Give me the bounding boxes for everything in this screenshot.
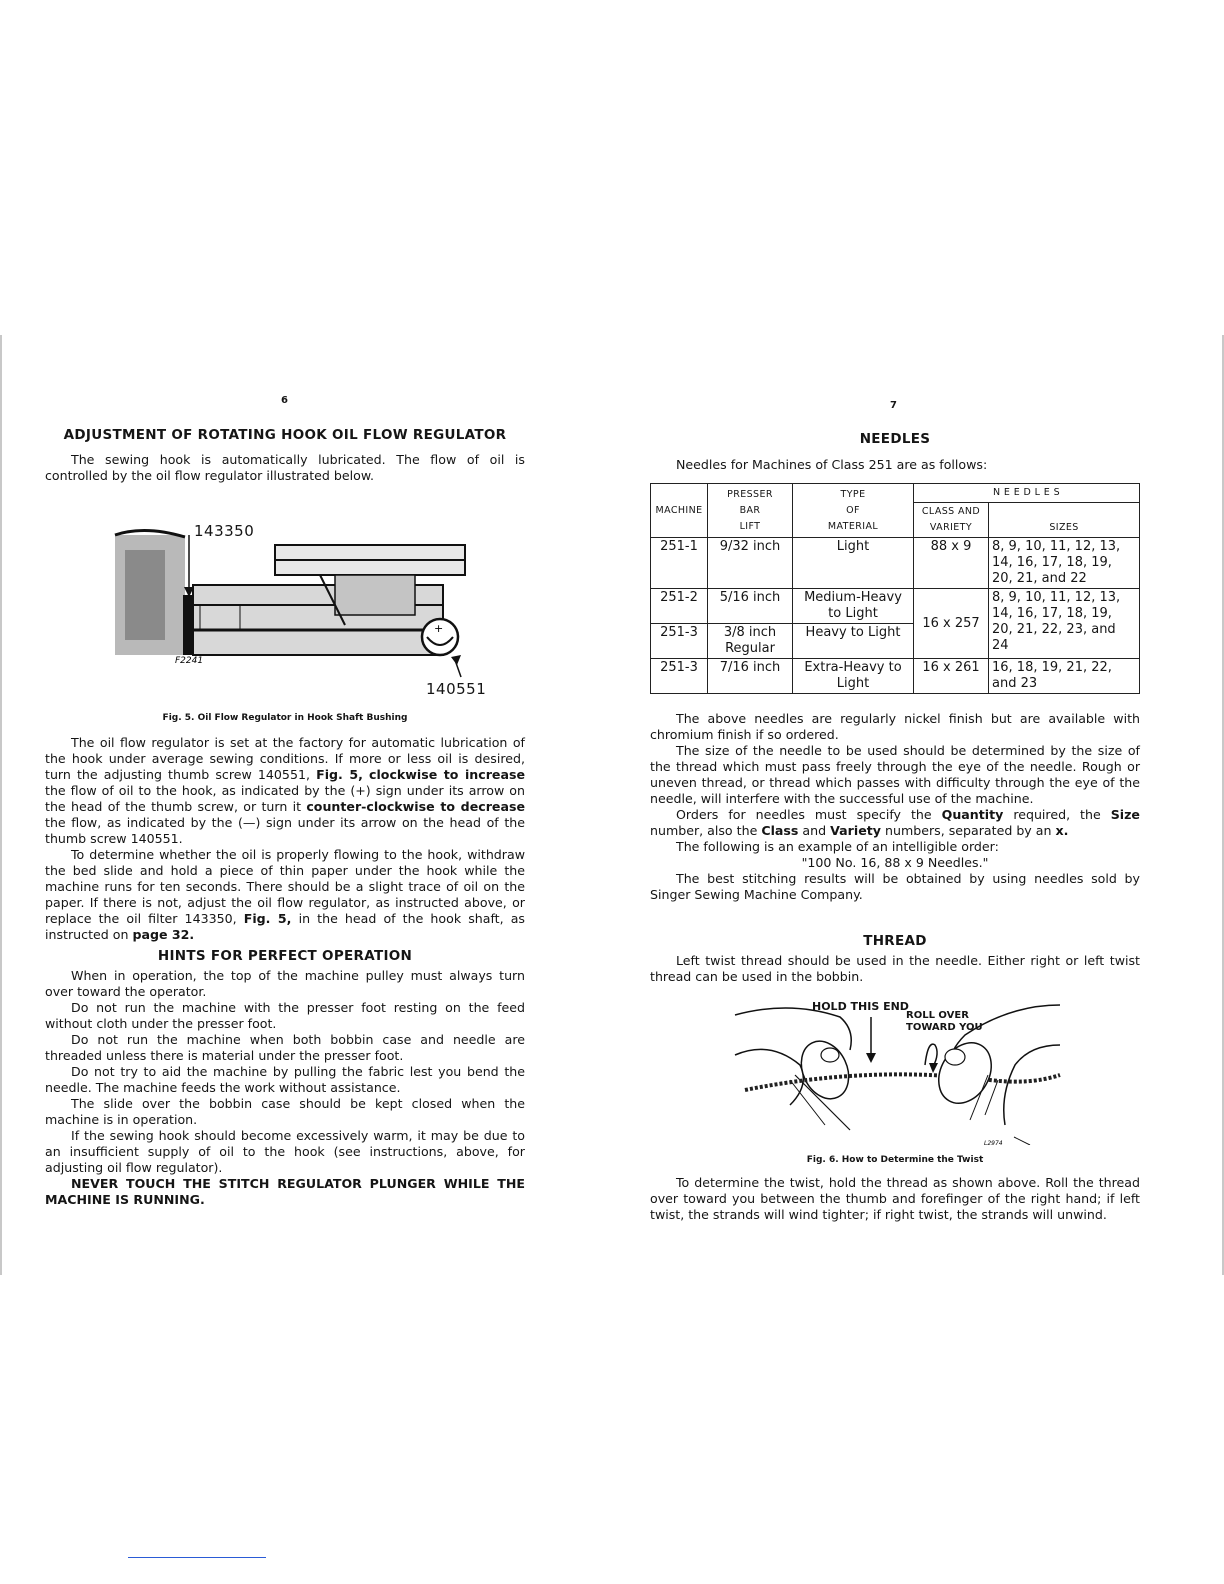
para3-text-1: Orders for needles must specify the (676, 807, 932, 822)
table-header-row (651, 484, 1140, 503)
cell-material: Medium-Heavy to Light (793, 589, 914, 624)
needles-paragraph-5: The best stitching results will be obtained by using needles sold by Singer Sewing Machine Company. (650, 871, 1140, 902)
table-row (651, 589, 1140, 624)
needles-paragraph-2: The size of the needle to be used should be determined by the size of the thread which must pass freely through the eye of the needle. Rough or uneven thread, or thread which passes with difficulty through the eye of the needle, will interfere with the successful use of the machine. (650, 743, 1140, 806)
figure-code: F2241 (175, 656, 204, 666)
figure-6-caption: Fig. 6. How to Determine the Twist (806, 1155, 984, 1165)
header-presser-bar-lift (708, 484, 793, 538)
oil-flow-paragraph-1 (45, 735, 525, 847)
header-type-of-material (793, 484, 914, 538)
table-row (651, 538, 1140, 589)
cell-lift: 7/16 inch (708, 659, 793, 694)
cell-class: 16 x 257 (914, 589, 989, 659)
intro-paragraph (45, 452, 525, 484)
header-class-line-1: CLASS AND (921, 506, 981, 517)
header-material-line-3: MATERIAL (827, 520, 879, 532)
warning-text: NEVER TOUCH THE STITCH REGULATOR PLUNGER WHILE THE MACHINE IS RUNNING. (45, 1176, 525, 1207)
header-lift-line-1: PRESSER (727, 488, 773, 500)
header-lift-line-3: LIFT (739, 520, 761, 532)
cell-class: 88 x 9 (914, 538, 989, 589)
cell-material: Heavy to Light (793, 624, 914, 659)
callout-143350: 143350 (194, 522, 255, 540)
para3-x: x. (1055, 823, 1069, 838)
para2-text-2: in the head of the hook shaft, as instructed on (45, 911, 525, 942)
order-example: "100 No. 16, 88 x 9 Needles." (801, 855, 989, 870)
page-number-right: 7 (890, 400, 897, 411)
figure-6-code: L2974 (984, 1140, 1003, 1145)
needles-intro (650, 457, 1140, 473)
table-row (651, 659, 1140, 694)
oil-flow-regulator-illustration (105, 515, 485, 705)
callout-140551: 140551 (426, 680, 487, 698)
para1-text-3: the flow, as indicated by the (—) sign under its arrow on the head of the thumb screw 140551. (45, 815, 525, 846)
label-roll-over-line-1: ROLL OVER (906, 1010, 969, 1021)
cell-machine: 251-1 (651, 538, 708, 589)
label-roll-over (906, 1010, 983, 1034)
header-material-line-1: TYPE (840, 488, 866, 500)
para3-text-5: numbers, separated by an (885, 823, 1052, 838)
bottom-link-underline (128, 1557, 266, 1558)
needles-paragraph-3 (650, 807, 1140, 839)
needles-paragraph-4: The following is an example of an intelligible order: (676, 839, 999, 854)
cell-machine: 251-3 (651, 659, 708, 694)
hint-item: If the sewing hook should become excessively warm, it may be due to an insufficient supply of oil to the hook (see instructions, above, for adjusting oil flow regulator). (45, 1128, 525, 1175)
para3-variety: Variety (830, 823, 881, 838)
header-material-line-2: OF (846, 504, 860, 516)
cell-lift: 9/32 inch (708, 538, 793, 589)
header-class-and-variety (914, 503, 989, 538)
cell-material: Light (793, 538, 914, 589)
para2-fig-ref: Fig. 5, (243, 911, 292, 926)
section-title-oil-flow: ADJUSTMENT OF ROTATING HOOK OIL FLOW REGULATOR (63, 427, 507, 443)
para3-size: Size (1110, 807, 1140, 822)
header-machine: MACHINE (651, 484, 708, 538)
plus-sign: + (434, 622, 444, 635)
hint-item: When in operation, the top of the machine pulley must always turn over toward the operator. (45, 968, 525, 999)
cell-sizes: 16, 18, 19, 21, 22, and 23 (989, 659, 1140, 694)
hint-item: Do not try to aid the machine by pulling the fabric lest you bend the needle. The machine feeds the work without assistance. (45, 1064, 525, 1095)
cell-lift: 3/8 inch Regular (708, 624, 793, 659)
para3-quantity: Quantity (941, 807, 1004, 822)
thread-title: THREAD (863, 933, 927, 949)
para1-text-2: the flow of oil to the hook, as indicated by the (+) sign under its arrow on the head of the thumb screw, or turn it (45, 783, 525, 814)
needles-paragraph-1: The above needles are regularly nickel finish but are available with chromium finish if so ordered. (650, 711, 1140, 742)
needles-intro-text: Needles for Machines of Class 251 are as follows: (676, 457, 988, 472)
hint-item: The slide over the bobbin case should be kept closed when the machine is in operation. (45, 1096, 525, 1127)
para2-page-ref: page 32. (132, 927, 195, 942)
para3-text-4: and (802, 823, 827, 838)
hints-list (45, 968, 525, 1208)
cell-machine: 251-3 (651, 624, 708, 659)
para1-fig-ref: Fig. 5, (316, 767, 363, 782)
thread-body (650, 953, 1140, 985)
thread-text: Left twist thread should be used in the needle. Either right or left twist thread can be used in the bobbin. (650, 953, 1140, 984)
needles-table (650, 483, 1140, 694)
left-edge-line (0, 335, 2, 1275)
oil-flow-paragraph-2 (45, 847, 525, 943)
para3-class: Class (761, 823, 799, 838)
label-hold-this-end: HOLD THIS END (812, 1000, 909, 1013)
para1-clockwise: clockwise to increase (369, 767, 525, 782)
page-number-left: 6 (281, 395, 288, 406)
cell-sizes: 8, 9, 10, 11, 12, 13, 14, 16, 17, 18, 19, 20, 21, 22, 23, and 24 (989, 589, 1140, 659)
label-roll-over-line-2: TOWARD YOU (906, 1022, 983, 1033)
para2-text-1: To determine whether the oil is properly flowing to the hook, withdraw the bed slide and hold a piece of thin paper under the hook while the machine runs for ten seconds. There should be a slight trace of oil on the paper. If there is not, adjust the oil flow regulator, as instructed above, or replace the oil filter 143350, (45, 847, 525, 926)
twist-body (650, 1175, 1140, 1223)
para1-counterclockwise: counter-clockwise to decrease (306, 799, 525, 814)
hints-title: HINTS FOR PERFECT OPERATION (157, 948, 413, 964)
oil-flow-body (45, 735, 525, 943)
para3-text-3: number, also the (650, 823, 758, 838)
header-sizes: SIZES (989, 503, 1140, 538)
cell-lift: 5/16 inch (708, 589, 793, 624)
figure-5-caption: Fig. 5. Oil Flow Regulator in Hook Shaft Bushing (162, 713, 408, 723)
cell-machine: 251-2 (651, 589, 708, 624)
cell-sizes: 8, 9, 10, 11, 12, 13, 14, 16, 17, 18, 19, 20, 21, and 22 (989, 538, 1140, 589)
para3-text-2: required, the (1013, 807, 1101, 822)
header-needles: N E E D L E S (914, 484, 1140, 503)
header-lift-line-2: BAR (739, 504, 761, 516)
twist-closing-text: To determine the twist, hold the thread as shown above. Roll the thread over toward you between the thumb and forefinger of the right hand; if left twist, the strands will wind tighter; if right twist, the strands will unwind. (650, 1175, 1140, 1222)
cell-class: 16 x 261 (914, 659, 989, 694)
hint-item: Do not run the machine with the presser foot resting on the feed without cloth under the presser foot. (45, 1000, 525, 1031)
header-class-line-2: VARIETY (929, 522, 973, 533)
intro-text: The sewing hook is automatically lubricated. The flow of oil is controlled by the oil flow regulator illustrated below. (45, 452, 525, 483)
para1-text-1: The oil flow regulator is set at the factory for automatic lubrication of the hook under average sewing conditions. If more or less oil is desired, turn the adjusting thumb screw 140551, (45, 735, 525, 782)
needles-title: NEEDLES (859, 431, 931, 447)
cell-material: Extra-Heavy to Light (793, 659, 914, 694)
needles-body (650, 711, 1140, 903)
thread-twist-illustration (730, 995, 1065, 1145)
hint-item: Do not run the machine when both bobbin case and needle are threaded unless there is material under the presser foot. (45, 1032, 525, 1063)
